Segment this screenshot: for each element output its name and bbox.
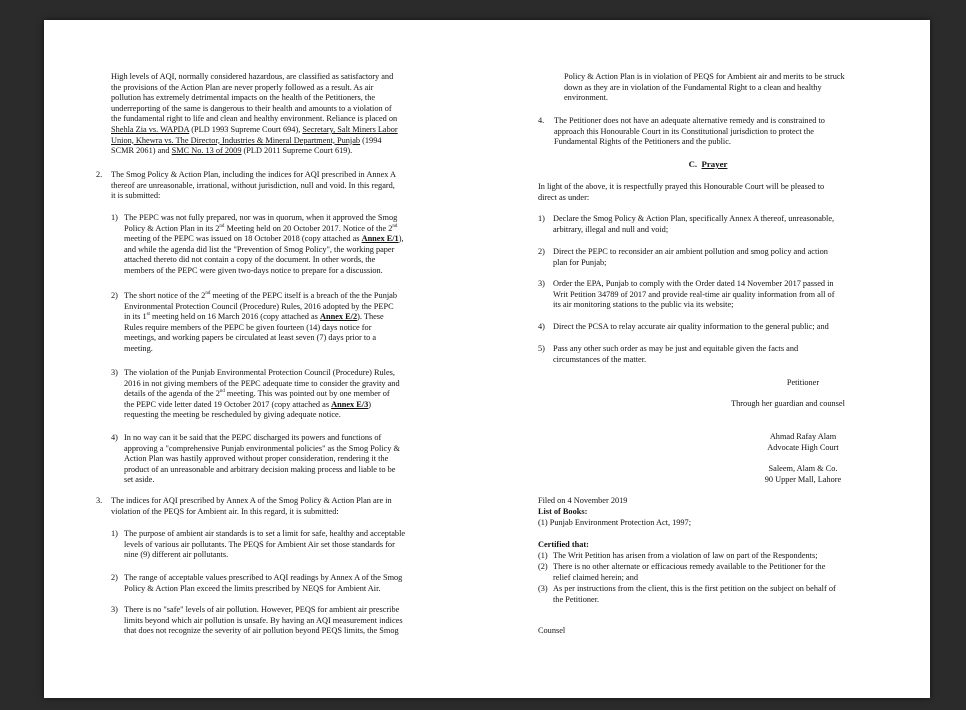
subpoint-line: Action Plan was hastily approved without proper consideration, rendering it the [124, 454, 389, 464]
counsel-label: Counsel [538, 626, 566, 635]
paragraph-line: The indices for AQI prescribed by Annex A of the Smog Policy & Action Plan are in [111, 496, 392, 505]
subpoint-line: requesting the meeting be rescheduled by giving adequate notice. [124, 410, 341, 420]
intro-paragraph [111, 72, 433, 157]
item-number: (3) [538, 584, 548, 593]
paragraph-line: The Smog Policy & Action Plan, including the indices for AQI prescribed in Annex A [111, 170, 397, 179]
subpoint-line: Rules require members of the PEPC be given fourteen (14) days notice for [124, 322, 372, 332]
filing-date: Filed on 4 November 2019 [538, 496, 628, 505]
intro-line: the provisions of the Action Plan are never properly followed as a result. As air [111, 82, 374, 92]
subpoint-number: 1) [111, 529, 118, 538]
item-line: the Petitioner. [553, 594, 600, 604]
item-line: The Writ Petition has arisen from a violation of law on part of the Respondents; [553, 551, 818, 560]
petitioner-label: Petitioner [786, 378, 820, 387]
item-line: relief claimed herein; and [553, 572, 638, 582]
subpoint-line: In no way can it be said that the PEPC discharged its powers and functions of [124, 433, 382, 442]
item-line: Declare the Smog Policy & Action Plan, specifically Annex A thereof, unreasonable, [553, 214, 835, 223]
prayer-heading: C. Prayer [688, 159, 728, 169]
subpoint-line: that does not recognize the severity of air pollution beyond PEQS limits, the Smog [124, 626, 399, 636]
certification-item-3 [538, 584, 878, 605]
subpoint-line: set aside. [124, 475, 155, 485]
item-number: (1) [538, 551, 548, 560]
subpoint-line: The PEPC was not fully prepared, nor was in quorum, when it approved the Smog [124, 213, 398, 222]
right-column [538, 20, 880, 698]
subpoint-line: limits beyond which air pollution is unsafe. By having an AQI measurement indices [124, 615, 403, 625]
advocate-name: Ahmad Rafay Alam [769, 432, 837, 441]
item-line: Order the EPA, Punjab to comply with the Order dated 14 November 2017 passed in [553, 279, 834, 288]
paragraph-number: 4. [538, 116, 545, 125]
citation-line: SCMR 2061) and SMC No. 13 of 2009 (PLD 2011 Supreme Court 619). [111, 146, 353, 156]
citation-line: Shehla Zia vs. WAPDA (PLD 1993 Supreme Court 694), Secretary, Salt Miners Labor [111, 124, 398, 134]
intro-line: the fundamental right to life and clean and healthy environment. Reliance is placed on [111, 114, 398, 124]
annex-reference: Annex E/3 [331, 399, 369, 409]
subpoint-number: 2) [111, 573, 118, 582]
subpoint-line: levels of various air pollutants. The PEQS for Ambient Air set those standards for [124, 539, 395, 549]
subpoint-line: 2016 in not giving members of the PEPC adequate time to consider the gravity and [124, 378, 400, 388]
document-page [44, 20, 930, 698]
subpoint-line: The purpose of ambient air standards is to set a limit for safe, healthy and acceptable [124, 529, 406, 538]
subpoint-2-2 [111, 291, 435, 355]
citation-line: Union, Khewra vs. The Director, Industries & Mineral Department, Punjab (1994 [111, 135, 382, 145]
prayer-item-2 [538, 247, 878, 268]
list-of-books-heading: List of Books: [538, 507, 588, 516]
intro-line: High levels of AQI, normally considered hazardous, are classified as satisfactory and [111, 72, 394, 81]
intro-line: underreporting of the same is dangerous to their health and amounts to a violation of [111, 103, 392, 113]
firm-address: 90 Upper Mall, Lahore [764, 475, 842, 484]
subpoint-number: 3) [111, 605, 118, 614]
paragraph-number: 2. [96, 170, 103, 179]
subpoint-2-4 [111, 433, 435, 486]
subpoint-line: product of an unreasonable and arbitrary decision making process and liable to be [124, 464, 396, 474]
paragraph-line: environment. [564, 93, 609, 103]
item-line: As per instructions from the client, this is the first petition on the subject on behalf of [553, 584, 836, 593]
subpoint-2-3 [111, 368, 435, 421]
subpoint-line: nine (9) different air pollutants. [124, 550, 229, 560]
prayer-item-1 [538, 214, 878, 235]
paragraph-line: thereof are unreasonable, irrational, without jurisdiction, null and void. In this regard, [111, 180, 395, 190]
item-number: 5) [538, 344, 545, 353]
subpoint-line: meetings, and working papers be circulated at least seven (7) days prior to a [124, 333, 377, 343]
subpoint-line: meeting. [124, 343, 153, 353]
item-line: circumstances of the matter. [553, 354, 647, 364]
prayer-item-5 [538, 344, 878, 365]
subpoint-line: attached thereto did not contain a copy of the document. In other words, the [124, 255, 376, 265]
item-number: 4) [538, 322, 545, 331]
subpoint-line: There is no "safe" levels of air pollution. However, PEQS for ambient air prescribe [124, 605, 400, 614]
subpoint-line: the PEPC vide letter dated 19 October 2017 (copy attached as Annex E/3) [124, 399, 372, 409]
subpoint-line: approving a "comprehensive Punjab environmental policies" as the Smog Policy & [124, 443, 400, 453]
paragraph-line: it is submitted: [111, 191, 161, 201]
paragraph-line: Policy & Action Plan is in violation of PEQS for Ambient air and merits to be struck [564, 72, 845, 81]
paragraph-4 [538, 116, 878, 148]
subpoint-line: and while the agenda did list the "Prevention of Smog Policy", the working paper [124, 244, 395, 254]
left-column [96, 20, 490, 698]
subpoint-line: in its 1st meeting held on 16 March 2016 (copy attached as Annex E/2). These [124, 312, 384, 322]
item-number: 3) [538, 279, 545, 288]
paragraph-line: down as they are in violation of the Fundamental Right to a clean and healthy [564, 82, 822, 92]
case-citation: Shehla Zia vs. WAPDA [111, 124, 190, 134]
subpoint-line: Policy & Action Plan exceed the limits prescribed by NEQS for Ambient Air. [124, 583, 381, 593]
subpoint-line: The violation of the Punjab Environmental Protection Council (Procedure) Rules, [124, 368, 395, 377]
case-citation: Secretary, Salt Miners Labor [302, 124, 398, 134]
subpoint-3-1 [111, 529, 435, 561]
through-counsel-label: Through her guardian and counsel [731, 399, 845, 408]
subpoint-line: details of the agenda of the 2nd meeting. This was pointed out by one member of [124, 389, 390, 399]
subpoint-line: meeting of the PEPC was issued on 18 October 2018 (copy attached as Annex E/1), [124, 234, 404, 244]
item-number: (2) [538, 562, 548, 571]
item-line: Pass any other such order as may be just and equitable given the facts and [553, 344, 799, 353]
subpoint-3-3 [111, 605, 435, 637]
advocate-title: Advocate High Court [767, 443, 839, 452]
item-line: Direct the PEPC to reconsider an air ambient pollution and smog policy and action [553, 247, 828, 256]
subpoint-line: Environmental Protection Council (Procedure) Rules, 2016 adopted by the PEPC [124, 301, 394, 311]
paragraph-line: The Petitioner does not have an adequate alternative remedy and is constrained to [554, 116, 825, 125]
subpoint-line: members of the PEPC were given two-days notice to prepare for a discussion. [124, 265, 383, 275]
subpoint-line: The short notice of the 2nd meeting of the PEPC itself is a breach of the the Punjab [124, 291, 397, 300]
prayer-item-3 [538, 279, 878, 311]
item-number: 2) [538, 247, 545, 256]
item-line: arbitrary, illegal and null and void; [553, 224, 669, 234]
item-line: Direct the PCSA to relay accurate air quality information to the general public; and [553, 322, 829, 331]
subpoint-line: Policy & Action Plan in its 2nd Meeting held on 20 October 2017. Notice of the 2nd [124, 223, 398, 233]
law-firm: Saleem, Alam & Co. [768, 464, 838, 473]
subpoint-number: 3) [111, 368, 118, 377]
subpoint-line: The range of acceptable values prescribed to AQI readings by Annex A of the Smog [124, 573, 403, 582]
prayer-intro [538, 182, 878, 203]
annex-reference: Annex E/1 [361, 234, 399, 244]
list-of-books-item: (1) Punjab Environment Protection Act, 1997; [538, 518, 692, 527]
annex-reference: Annex E/2 [319, 312, 358, 322]
subpoint-number: 4) [111, 433, 118, 442]
paragraph-line: approach this Honourable Court in its Constitutional jurisdiction to protect the [554, 126, 814, 136]
paragraph-line: violation of the PEQS for Ambient air. In this regard, it is submitted: [111, 506, 339, 516]
subpoint-2-1 [111, 213, 435, 277]
subpoint-3-2 [111, 573, 435, 594]
paragraph-2 [96, 170, 435, 202]
certification-item-1 [538, 551, 878, 562]
prayer-item-4 [538, 322, 878, 333]
item-number: 1) [538, 214, 545, 223]
item-line: There is no other alternate or efficacious remedy available to the Petitioner for the [553, 562, 826, 571]
paragraph-3-continuation [564, 72, 878, 104]
intro-line: pollution has extremely detrimental impacts on the health of the Petitioners, the [111, 93, 376, 103]
item-line: plan for Punjab; [553, 257, 607, 267]
paragraph-number: 3. [96, 496, 103, 505]
certification-item-2 [538, 562, 878, 583]
case-citation: Union, Khewra vs. The Director, Industries & Mineral Department, Punjab [111, 135, 361, 145]
certified-heading: Certified that: [538, 540, 589, 549]
paragraph-3 [96, 496, 435, 517]
subpoint-number: 1) [111, 213, 118, 222]
paragraph-line: direct as under: [538, 192, 590, 202]
item-line: Writ Petition 34789 of 2017 and provide real-time air quality information from all of [553, 289, 835, 299]
paragraph-line: Fundamental Rights of the Petitioners and the public. [554, 137, 731, 147]
item-line: its air monitoring stations to the public via its website; [553, 300, 734, 310]
case-citation: SMC No. 13 of 2009 [171, 146, 242, 156]
subpoint-number: 2) [111, 291, 118, 300]
paragraph-line: In light of the above, it is respectfully prayed this Honourable Court will be pleased to [538, 182, 825, 191]
